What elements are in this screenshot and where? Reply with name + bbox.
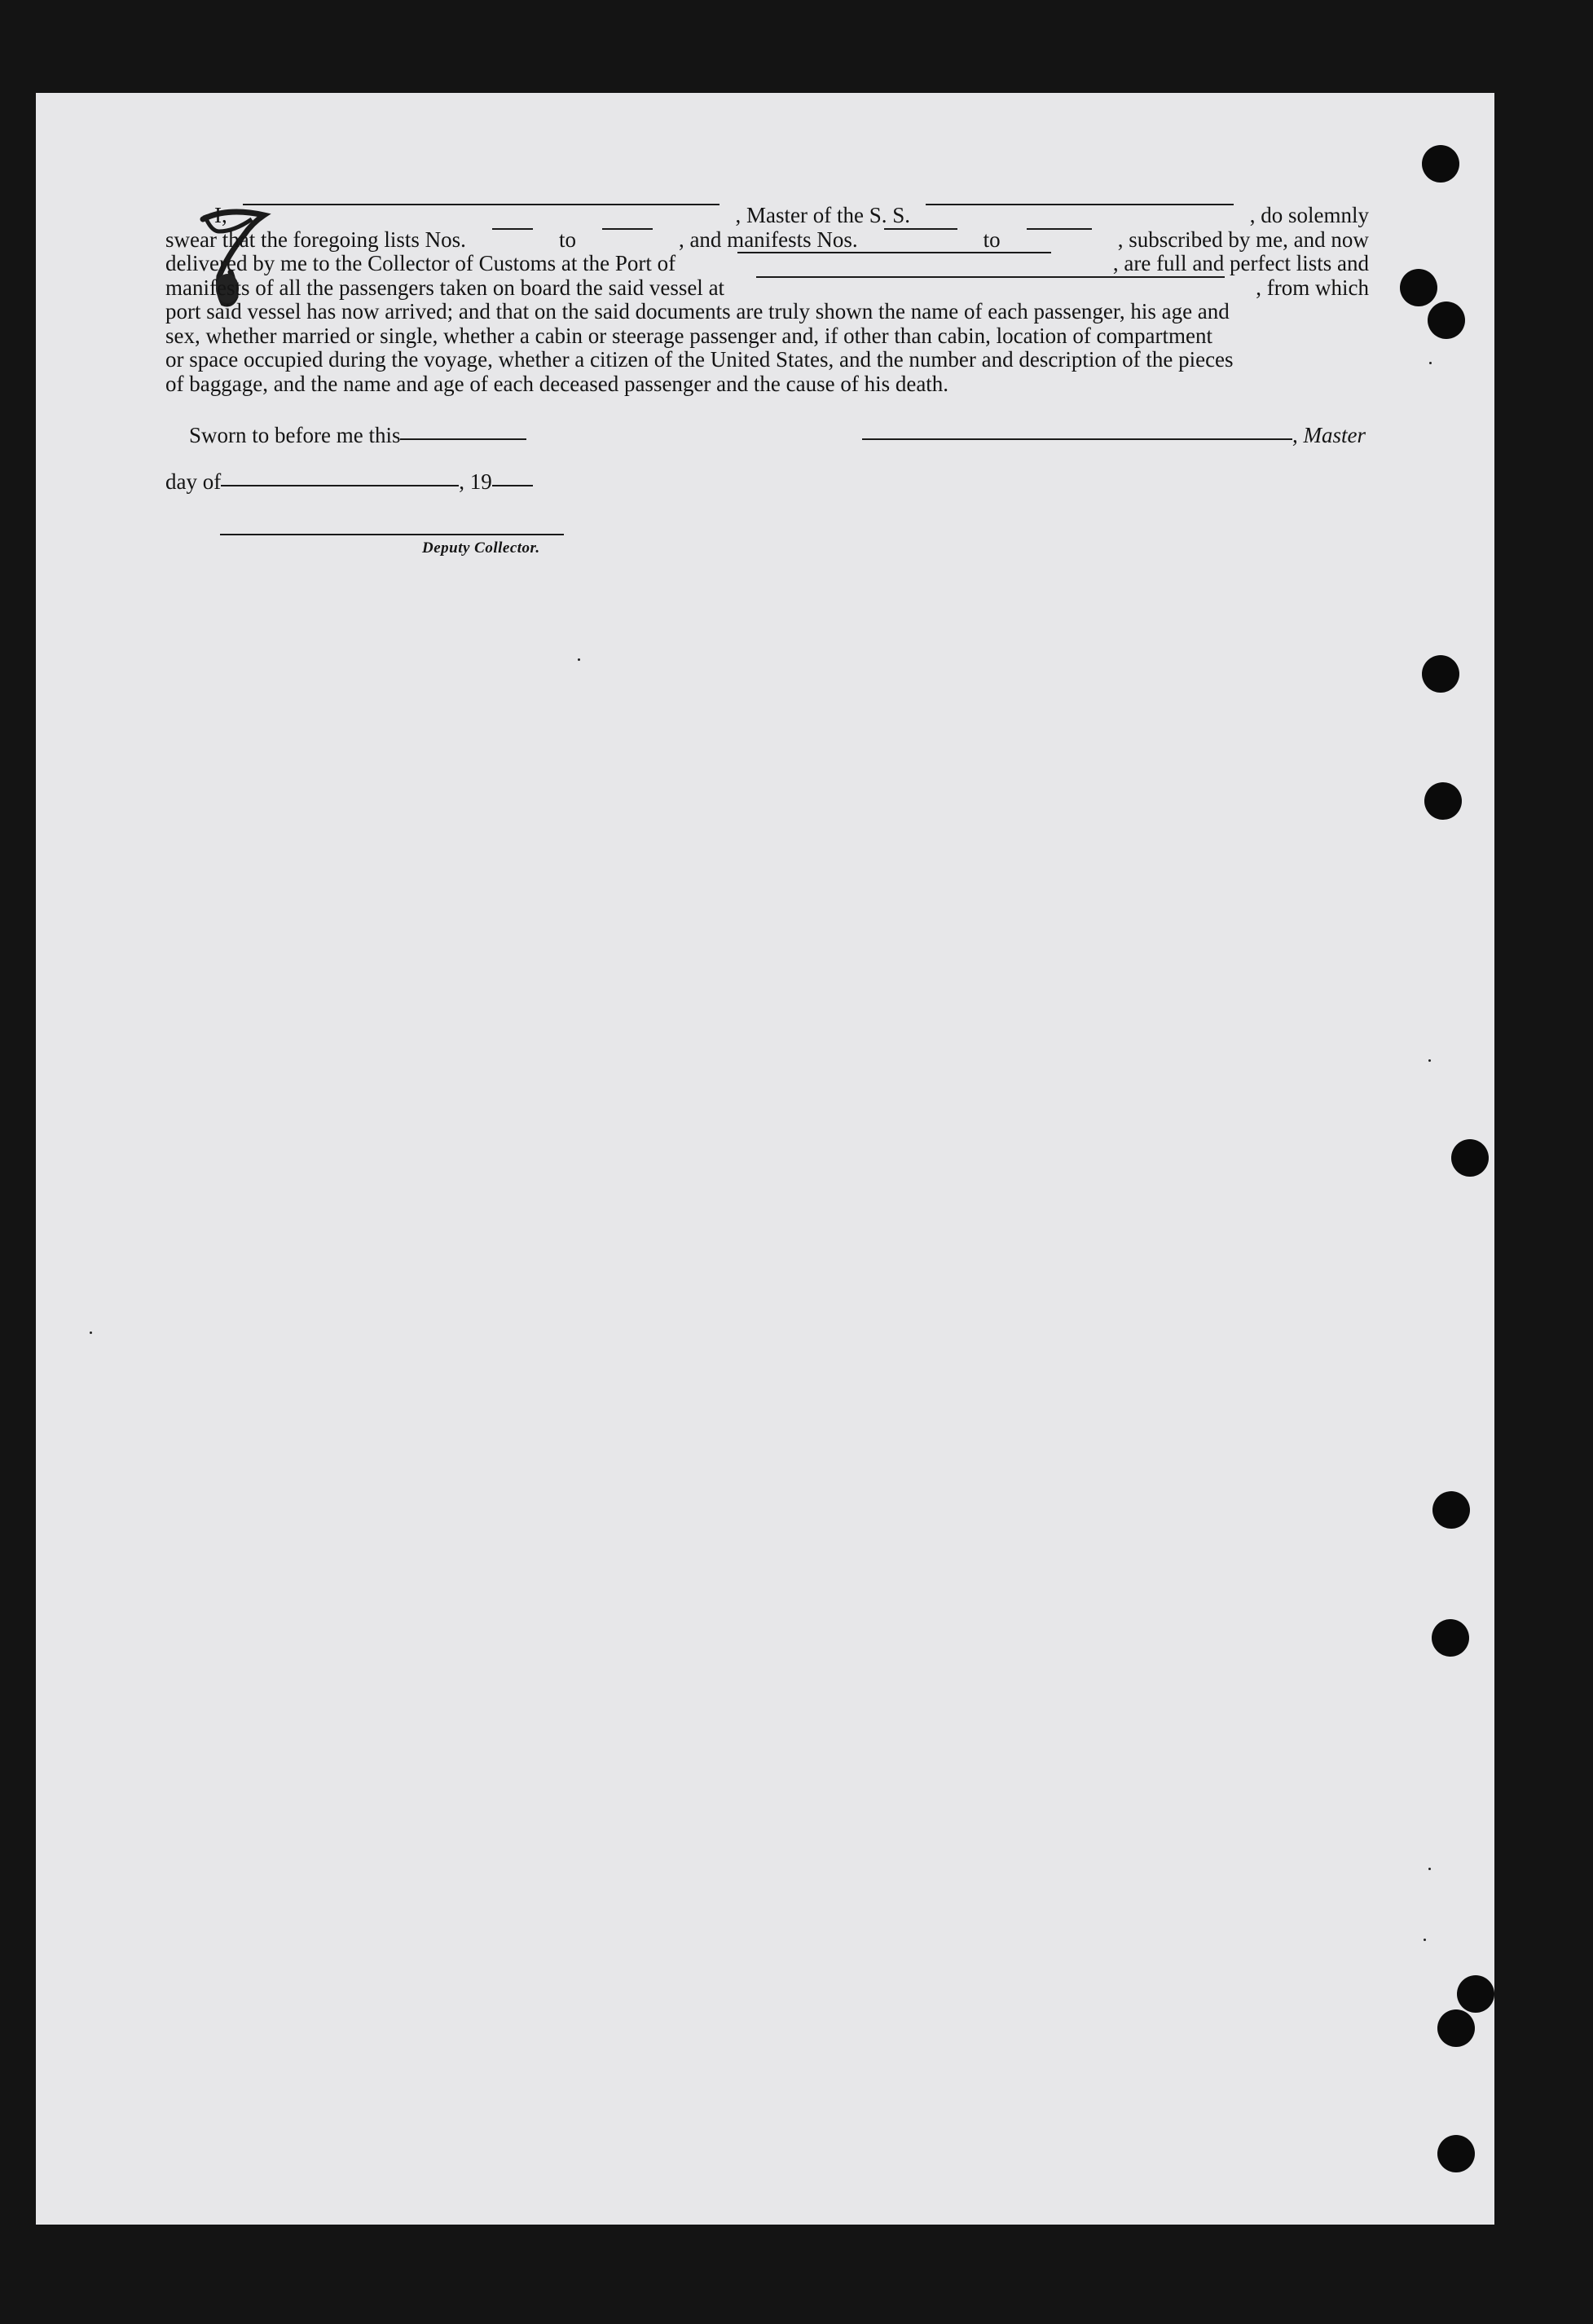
affidavit-line-7: [165, 348, 1369, 372]
text-master-of-ss: , Master of the S. S.: [735, 203, 910, 227]
manifests-to-blank: [1027, 228, 1092, 230]
punch-hole: [1451, 1139, 1489, 1177]
punch-hole: [1424, 782, 1462, 820]
text-line-5: port said vessel has now arrived; and that on the said documents are truly shown the name of each passenger, his age and: [165, 299, 1230, 324]
punch-hole: [1437, 2135, 1475, 2172]
master-signature-row: [862, 423, 1366, 448]
departure-port-blank: [756, 276, 1225, 278]
text-and-manifests: , and manifests Nos.: [678, 227, 858, 252]
punch-hole: [1457, 1975, 1494, 2013]
master-name-blank: [243, 204, 719, 205]
affidavit-line-3: [165, 252, 1369, 276]
text-line-7: or space occupied during the voyage, whether a citizen of the United States, and the number and description of the pieces: [165, 347, 1234, 372]
punch-hole: [1428, 302, 1465, 339]
text-full-perfect: , are full and perfect lists and: [1112, 251, 1369, 275]
document-sheet: [36, 93, 1494, 2225]
text-from-which: , from which: [1256, 275, 1369, 300]
master-label: , Master: [1292, 423, 1366, 447]
affidavit-line-8: [165, 372, 1369, 397]
text-subscribed: , subscribed by me, and now: [1117, 227, 1369, 252]
deputy-collector-label: Deputy Collector.: [422, 539, 540, 557]
affidavit-line-4: [165, 276, 1369, 301]
sworn-before-row: [189, 423, 526, 448]
lists-to-blank: [602, 228, 653, 230]
ship-name-blank: [926, 204, 1234, 205]
punch-hole: [1422, 655, 1459, 693]
day-of-label: day of: [165, 469, 222, 494]
text-i: I,: [214, 203, 227, 227]
affidavit-line-5: [165, 300, 1369, 324]
punch-hole: [1432, 1619, 1469, 1657]
text-do-solemnly: , do solemnly: [1249, 203, 1369, 227]
punch-hole: [1432, 1491, 1470, 1529]
month-blank: [221, 485, 459, 486]
lists-from-blank: [492, 228, 533, 230]
punch-hole: [1437, 2009, 1475, 2047]
speck: [578, 658, 580, 661]
year-prefix: , 19: [459, 469, 492, 494]
text-manifests-of-all: manifests of all the passengers taken on board the said vessel at: [165, 275, 725, 300]
text-to-2: to: [983, 227, 1001, 252]
text-to-1: to: [558, 227, 576, 252]
affidavit-line-2: [165, 228, 1369, 253]
master-signature-blank: [862, 438, 1292, 440]
manifests-from-blank: [884, 228, 957, 230]
text-swear: swear that the foregoing lists Nos.: [165, 227, 466, 252]
speck: [1428, 1868, 1431, 1870]
year-blank: [492, 485, 533, 486]
speck: [1429, 362, 1432, 364]
text-line-6: sex, whether married or single, whether a cabin or steerage passenger and, if other than cabin, location of compartment: [165, 323, 1213, 348]
affidavit-line-1: [165, 204, 1369, 228]
affidavit-paragraph: [165, 204, 1369, 396]
deputy-collector-signature-line: [220, 534, 564, 535]
speck: [1428, 1059, 1431, 1062]
punch-hole: [1400, 269, 1437, 306]
text-delivered: delivered by me to the Collector of Customs at the Port of: [165, 251, 676, 275]
sworn-day-blank: [400, 438, 526, 440]
speck: [90, 1331, 92, 1334]
punch-hole: [1422, 145, 1459, 183]
affidavit-line-6: [165, 324, 1369, 349]
port-blank: [737, 252, 1051, 253]
speck: [1424, 1939, 1426, 1941]
sworn-label: Sworn to before me this: [189, 423, 401, 447]
text-line-8: of baggage, and the name and age of each deceased passenger and the cause of his death.: [165, 371, 949, 396]
day-of-row: [165, 469, 533, 495]
